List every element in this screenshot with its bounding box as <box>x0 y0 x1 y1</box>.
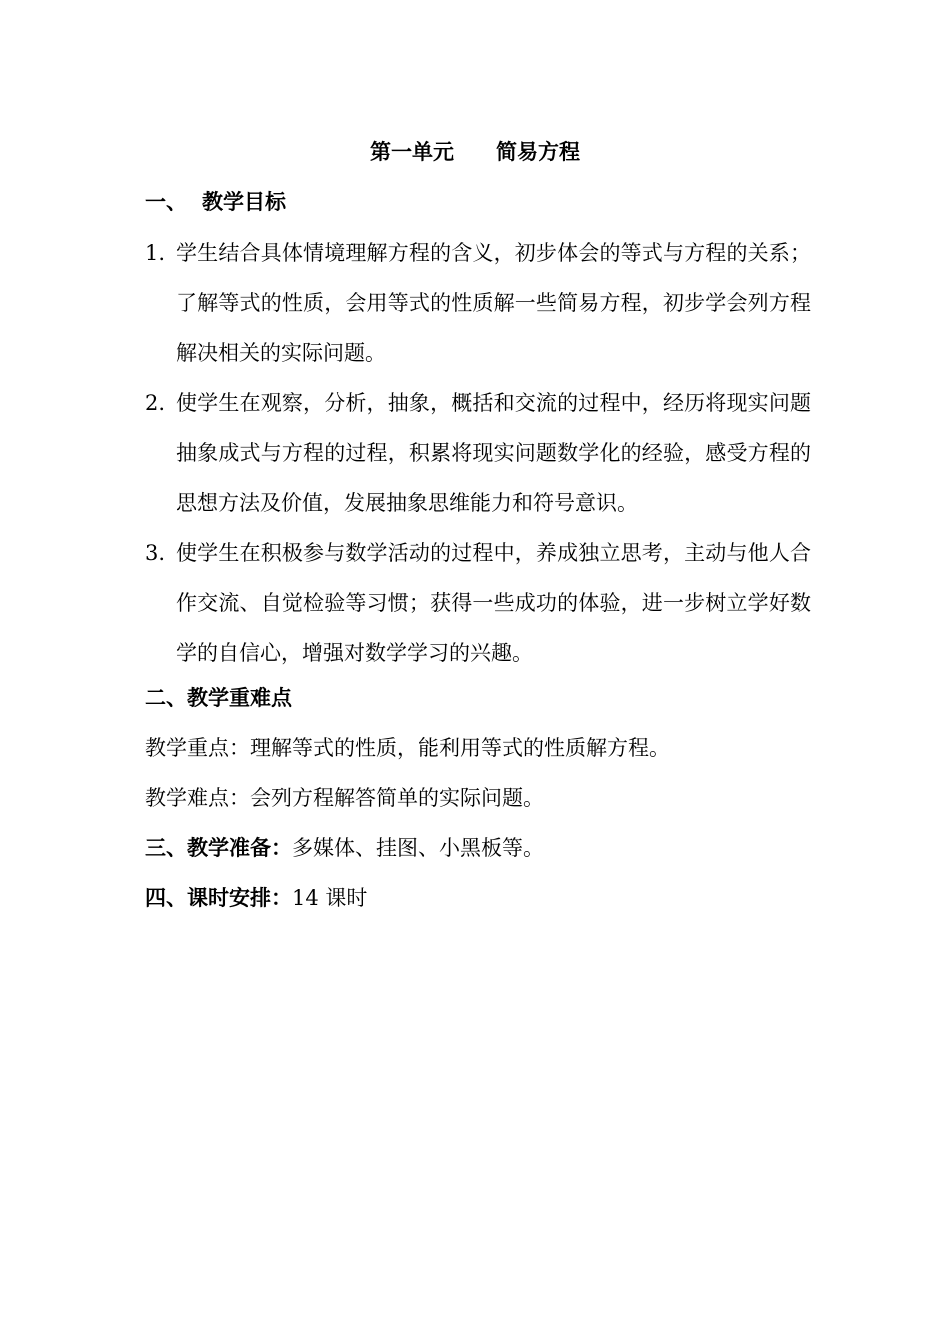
teaching-goals-list <box>145 228 811 678</box>
section-label: 四、课时安排： <box>145 885 292 910</box>
difficult-point-text: 教学难点：会列方程解答简单的实际问题。 <box>145 786 544 810</box>
section-heading-teaching-goals <box>145 184 286 220</box>
list-item-marker: 3. <box>145 541 166 565</box>
section-number: 一、 <box>145 189 187 214</box>
section-heading-text: 教学目标 <box>202 189 286 214</box>
list-item <box>145 228 811 378</box>
key-point-text: 教学重点：理解等式的性质，能利用等式的性质解方程。 <box>145 736 670 760</box>
list-item-text: 学生结合具体情境理解方程的含义，初步体会的等式与方程的关系；了解等式的性质，会用等式的性质解一些简易方程，初步学会列方程解决相关的实际问题。 <box>176 241 811 365</box>
document-title: 第一单元 简易方程 <box>370 139 580 164</box>
section-heading-key-difficult-points: 二、教学重难点 <box>145 685 292 710</box>
list-item <box>145 528 811 678</box>
section-teaching-preparation <box>145 830 544 866</box>
list-item-text: 使学生在观察，分析，抽象，概括和交流的过程中，经历将现实问题抽象成式与方程的过程，积累将现实问题数学化的经验，感受方程的思想方法及价值，发展抽象思维能力和符号意识。 <box>176 391 811 515</box>
list-item-text: 使学生在积极参与数学活动的过程中，养成独立思考，主动与他人合作交流、自觉检验等习惯；获得一些成功的体验，进一步树立学好数学的自信心，增强对数学学习的兴趣。 <box>176 541 811 665</box>
section-value: 多媒体、挂图、小黑板等。 <box>292 836 544 860</box>
section-label: 三、教学准备： <box>145 835 292 860</box>
section-lesson-schedule <box>145 880 367 916</box>
section-value: 14 课时 <box>292 886 368 910</box>
list-item <box>145 378 811 528</box>
list-item-marker: 1. <box>145 241 166 265</box>
list-item-marker: 2. <box>145 391 166 415</box>
